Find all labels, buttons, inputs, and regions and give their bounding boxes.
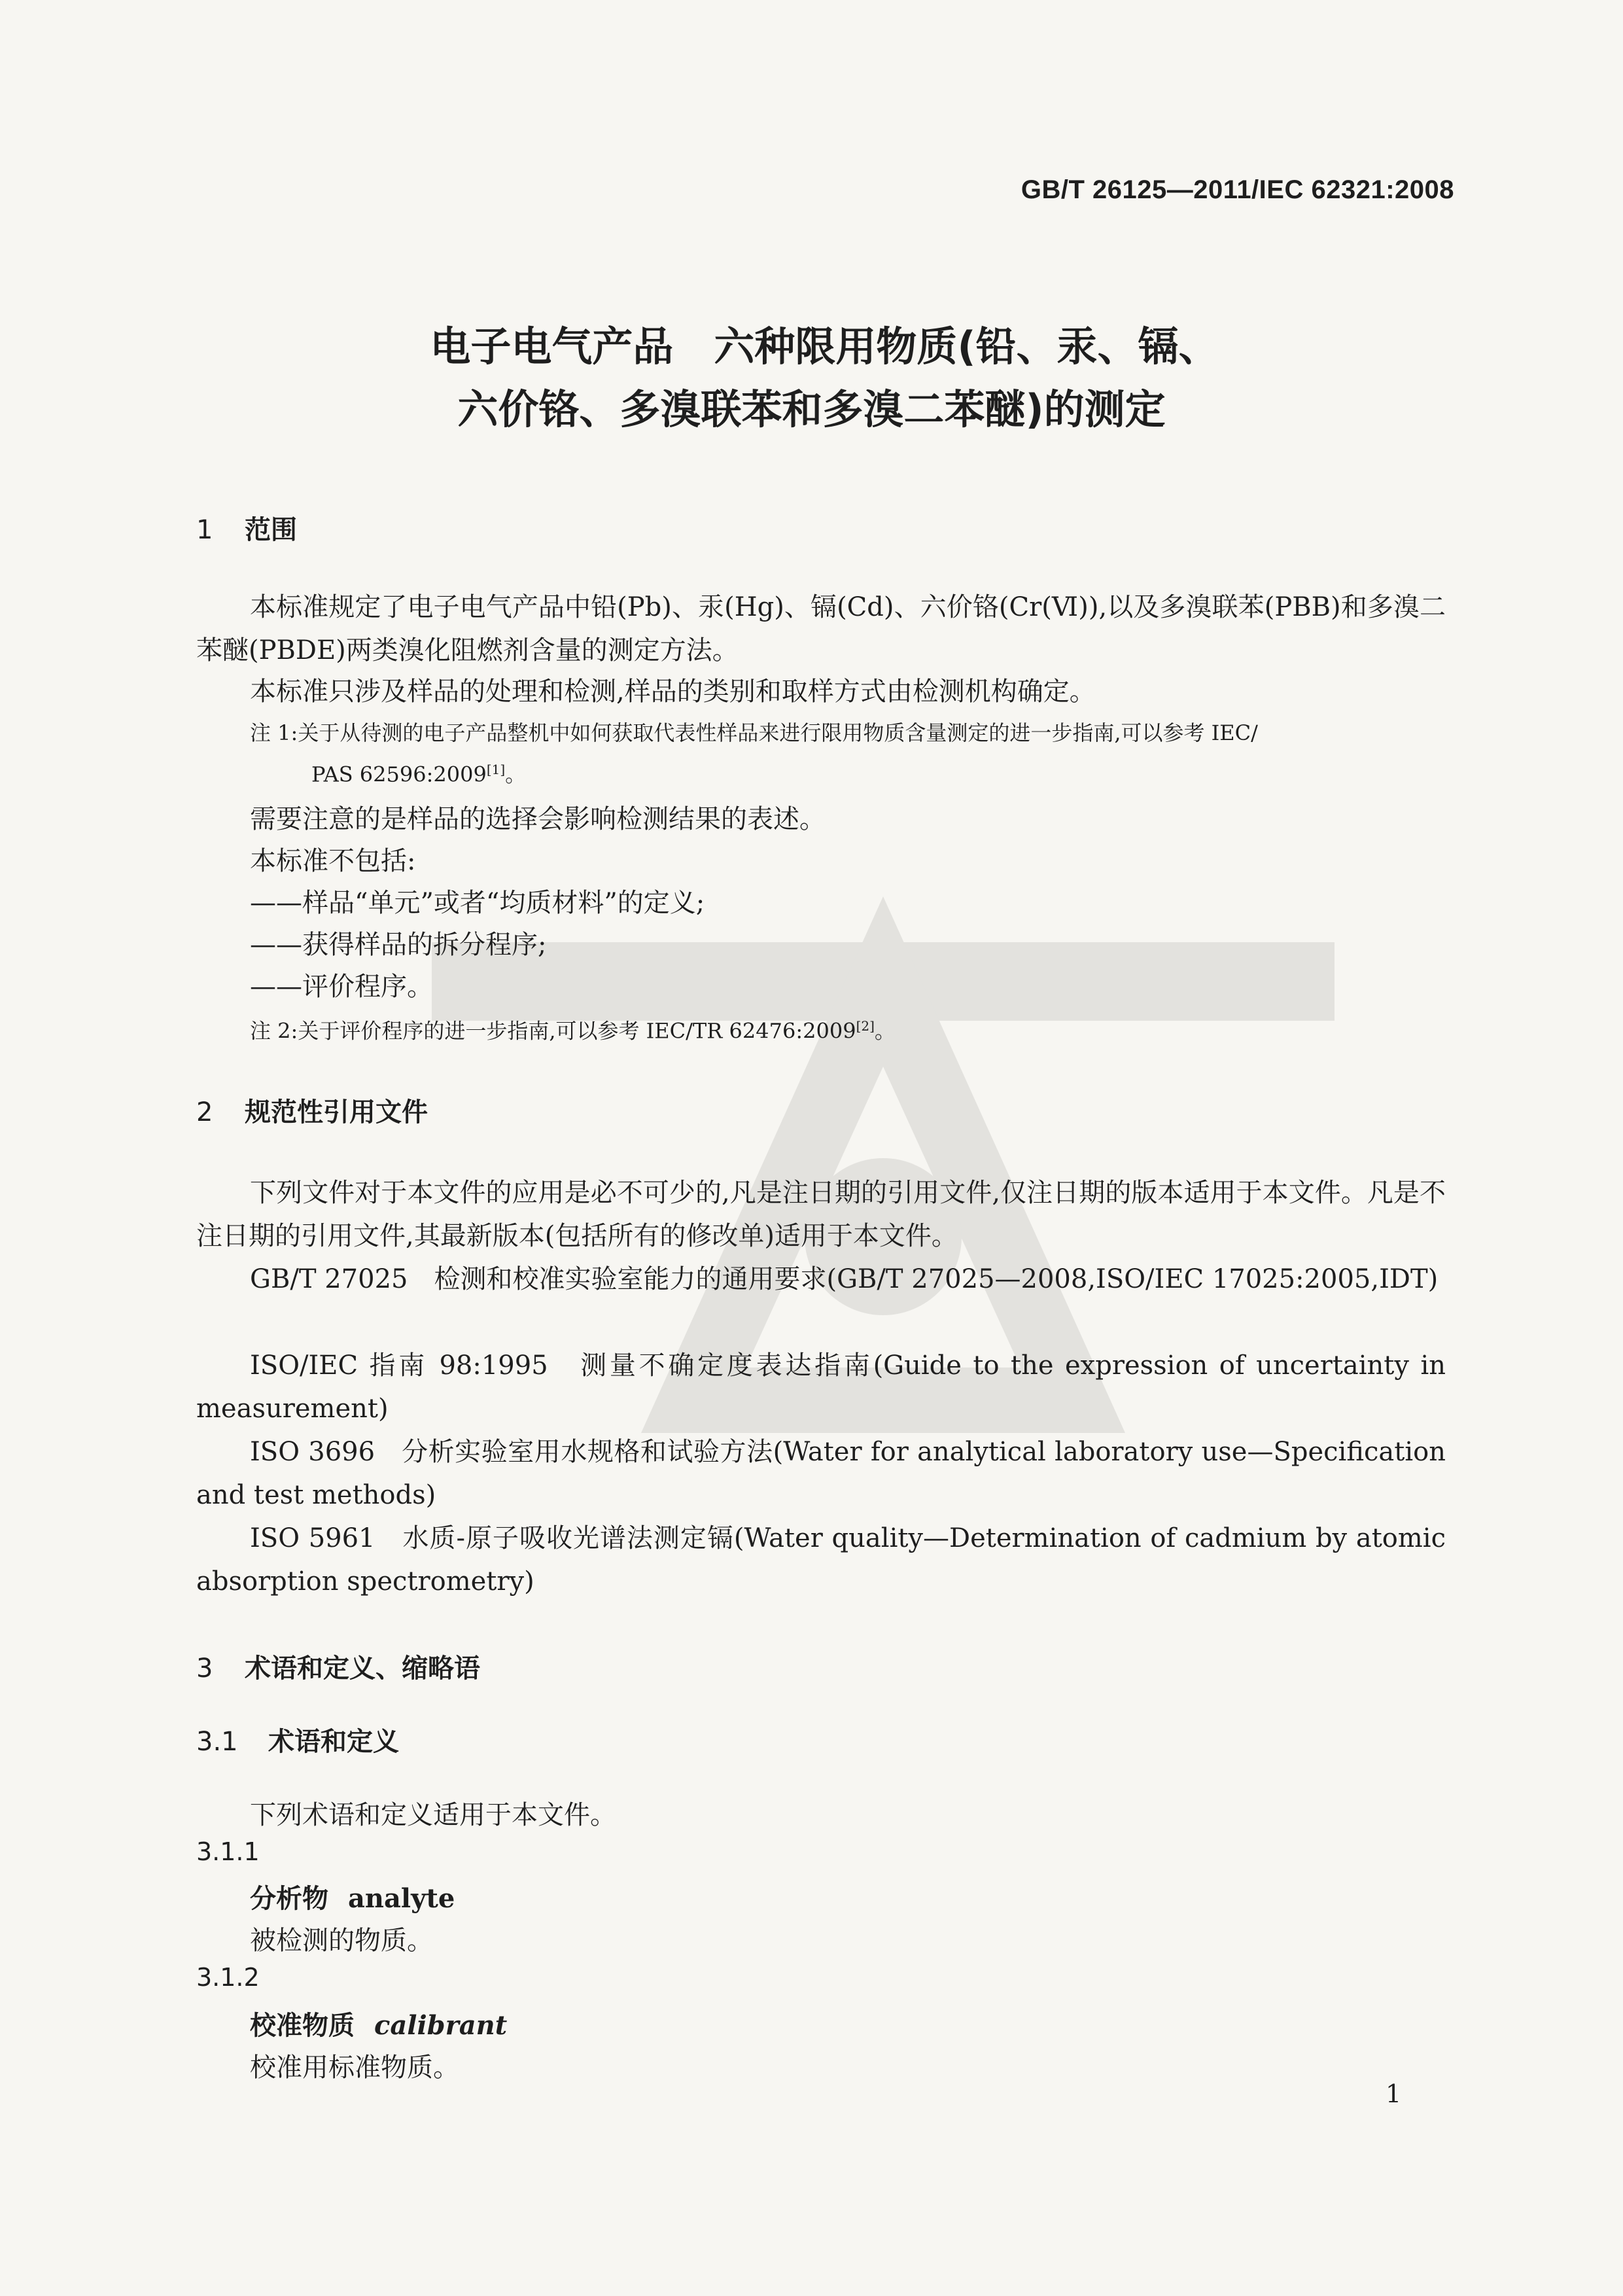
note-2-end: 。 (874, 1018, 896, 1044)
reference-iso-iec-guide-98: ISO/IEC 指南 98:1995 测量不确定度表达指南(Guide to the expression of uncertainty in measurement) (196, 1351, 1446, 1424)
reference-iso-3696: ISO 3696 分析实验室用水规格和试验方法(Water for analytical laboratory use—Specification and test methods) (196, 1437, 1446, 1510)
scope-paragraph-1: 本标准规定了电子电气产品中铅(Pb)、汞(Hg)、镉(Cd)、六价铬(Cr(Ⅵ)),以及多溴联苯(PBB)和多溴二苯醚(PBDE)两类溴化阻燃剂含量的测定方法。 (196, 592, 1446, 665)
exclusion-item-2: ——获得样品的拆分程序; (250, 930, 547, 960)
note-2-text: 注 2:关于评价程序的进一步指南,可以参考 IEC/TR 62476:2009 (250, 1018, 856, 1044)
exclusion-item-1: ——样品“单元”或者“均质材料”的定义; (250, 888, 705, 918)
exclusion-item-3: ——评价程序。 (250, 972, 433, 1002)
section-title: 术语和定义、缩略语 (245, 1653, 480, 1684)
section-1-heading (196, 509, 297, 546)
term-calibrant-definition: 校准用标准物质。 (250, 2053, 459, 2083)
term-cn: 分析物 (250, 1884, 328, 1914)
term-en: calibrant (374, 2010, 508, 2041)
note-2-citation: [2] (856, 1018, 875, 1034)
note-1-citation: [1] (486, 762, 506, 777)
section-3-heading (196, 1648, 480, 1685)
term-cn: 校准物质 (250, 2011, 355, 2041)
section-title: 规范性引用文件 (245, 1097, 428, 1127)
clause-3-1-2-number: 3.1.2 (196, 1963, 260, 1992)
page-number: 1 (1386, 2079, 1402, 2108)
note-1-line-2 (250, 751, 1446, 793)
note-1-ref-text: PAS 62596:2009 (311, 762, 487, 787)
scope-paragraph-2: 本标准只涉及样品的处理和检测,样品的类别和取样方式由检测机构确定。 (250, 677, 1096, 707)
references-intro: 下列文件对于本文件的应用是必不可少的,凡是注日期的引用文件,仅注日期的版本适用于本文件。凡是不注日期的引用文件,其最新版本(包括所有的修改单)适用于本文件。 (196, 1178, 1446, 1251)
term-calibrant (250, 2005, 507, 2042)
note-1-line-1: 注 1:关于从待测的电子产品整机中如何获取代表性样品来进行限用物质含量测定的进一步指南,可以参考 IEC/ (250, 720, 1258, 745)
note-1-end: 。 (505, 762, 527, 787)
section-2-heading (196, 1091, 428, 1129)
term-en: analyte (348, 1883, 455, 1914)
clause-3-1-1-number: 3.1.1 (196, 1837, 260, 1866)
title-line-1: 电子电气产品 六种限用物质(铅、汞、镉、 (430, 323, 1219, 370)
terms-intro: 下列术语和定义适用于本文件。 (250, 1800, 616, 1830)
reference-iso-5961: ISO 5961 水质-原子吸收光谱法测定镉(Water quality—Determination of cadmium by atomic absorption spectrometry) (196, 1523, 1446, 1597)
note-2 (250, 1008, 1446, 1050)
title-line-2: 六价铬、多溴联苯和多溴二苯醚)的测定 (457, 385, 1166, 433)
section-number: 3 (196, 1653, 213, 1684)
section-title: 范围 (245, 515, 297, 545)
subsection-number: 3.1 (196, 1727, 238, 1757)
document-title (0, 315, 1623, 441)
standard-code: GB/T 26125—2011/IEC 62321:2008 (1021, 175, 1454, 204)
scope-paragraph-3: 需要注意的是样品的选择会影响检测结果的表述。 (250, 804, 826, 834)
term-analyte (250, 1878, 455, 1915)
subsection-3-1-heading (196, 1721, 399, 1758)
subsection-title: 术语和定义 (268, 1727, 399, 1757)
reference-gbt-27025: GB/T 27025 检测和校准实验室能力的通用要求(GB/T 27025—2008,ISO/IEC 17025:2005,IDT) (250, 1264, 1439, 1294)
note-1 (250, 715, 1446, 793)
term-analyte-definition: 被检测的物质。 (250, 1926, 433, 1956)
scope-paragraph-4: 本标准不包括: (250, 846, 416, 876)
section-number: 1 (196, 515, 213, 545)
section-number: 2 (196, 1097, 213, 1127)
